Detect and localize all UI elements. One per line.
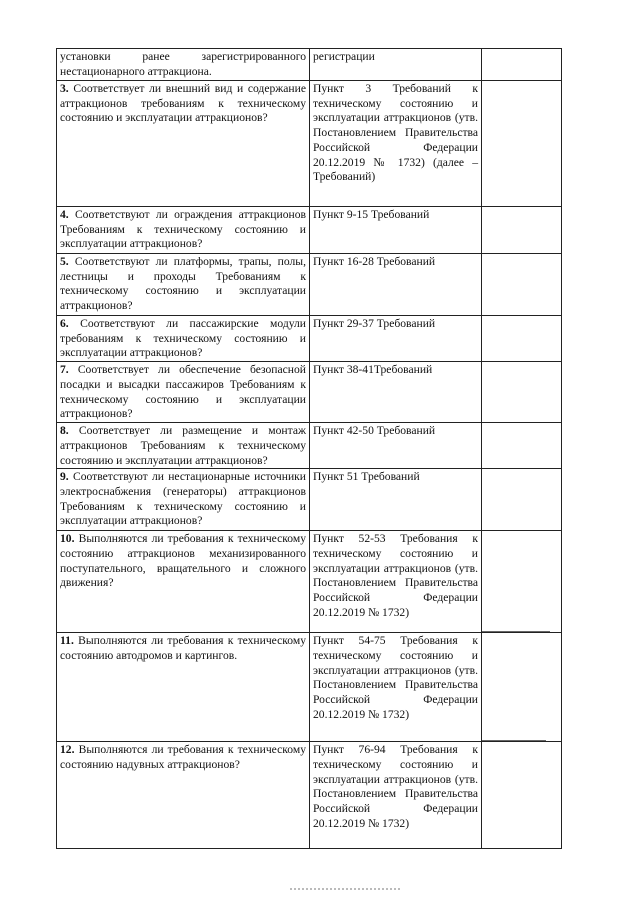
checklist-table bbox=[56, 48, 562, 849]
reference-cell: Пункт 38-41Требований bbox=[310, 362, 482, 423]
question-number: 5. bbox=[60, 255, 69, 268]
question-text: Соответствуют ли нестационарные источники электроснабжения (генераторы) аттракционов Требованиям к техническому состоянию и эксплуатации аттракционов? bbox=[60, 470, 306, 528]
reference-cell: Пункт 3 Требований к техническому состоянию и эксплуатации аттракционов (утв. Постановлением Правительства Российской Федерации 20.12.2019 № 1732) (далее – Требований) bbox=[310, 81, 482, 207]
question-number: 3. bbox=[60, 82, 69, 95]
table-row bbox=[57, 316, 562, 362]
question-text: Соответствует ли внешний вид и содержание аттракционов требованиям к техническому состоянию и эксплуатации аттракционов? bbox=[60, 82, 306, 125]
question-text: установки ранее зарегистрированного нестационарного аттракциона. bbox=[60, 50, 306, 78]
question-cell bbox=[57, 469, 310, 531]
question-text: Соответствует ли размещение и монтаж аттракционов Требованиям к техническому состоянию и эксплуатации аттракционов? bbox=[60, 424, 306, 467]
question-cell bbox=[57, 207, 310, 254]
question-cell bbox=[57, 633, 310, 742]
question-text: Соответствует ли обеспечение безопасной посадки и высадки пассажиров Требованиям к техническому состоянию и эксплуатации аттракционов? bbox=[60, 363, 307, 421]
question-text: Соответствуют ли платформы, трапы, полы, лестницы и проходы Требованиям к техническому состоянию и эксплуатации аттракционов? bbox=[60, 255, 306, 313]
question-cell bbox=[57, 362, 310, 423]
empty-cell bbox=[482, 469, 562, 531]
empty-cell bbox=[482, 633, 562, 742]
reference-cell: Пункт 29-37 Требований bbox=[310, 316, 482, 362]
question-number: 8. bbox=[60, 424, 69, 438]
question-number: 12. bbox=[60, 743, 75, 757]
empty-cell bbox=[482, 81, 562, 207]
table-row bbox=[57, 81, 562, 207]
question-cell bbox=[57, 531, 310, 633]
empty-cell bbox=[482, 531, 562, 633]
table-row bbox=[57, 469, 562, 531]
question-number: 9. bbox=[60, 470, 69, 484]
question-text: Выполняются ли требования к техническому состоянию аттракционов механизированного поступательного, вращательного и сложного движения? bbox=[60, 532, 306, 590]
reference-cell: Пункт 54-75 Требования к техническому состоянию и эксплуатации аттракционов (утв. Постановлением Правительства Российской Федерации 20.12.2019 № 1732) bbox=[310, 633, 482, 742]
table-row bbox=[57, 254, 562, 316]
table-row bbox=[57, 207, 562, 254]
empty-cell bbox=[482, 49, 562, 81]
empty-cell bbox=[482, 207, 562, 254]
table-row bbox=[57, 633, 562, 742]
question-number: 7. bbox=[60, 363, 69, 377]
question-text: Выполняются ли требования к техническому состоянию автодромов и картингов. bbox=[60, 634, 306, 662]
reference-cell: Пункт 42-50 Требований bbox=[310, 423, 482, 469]
question-text: Соответствуют ли ограждения аттракционов Требованиям к техническому состоянию и эксплуатации аттракционов? bbox=[60, 208, 306, 251]
table-row bbox=[57, 531, 562, 633]
reference-cell: Пункт 76-94 Требования к техническому состоянию и эксплуатации аттракционов (утв. Постановлением Правительства Российской Федерации 20.12.2019 № 1732) bbox=[310, 742, 482, 849]
question-number: 10. bbox=[60, 532, 75, 546]
empty-cell bbox=[482, 742, 562, 849]
question-cell bbox=[57, 81, 310, 207]
reference-cell: Пункт 9-15 Требований bbox=[310, 207, 482, 254]
question-cell bbox=[57, 423, 310, 469]
reference-cell: Пункт 16-28 Требований bbox=[310, 254, 482, 316]
empty-cell bbox=[482, 423, 562, 469]
table-row bbox=[57, 362, 562, 423]
scan-artifact-line bbox=[482, 740, 546, 741]
question-text: Выполняются ли требования к техническому состоянию надувных аттракционов? bbox=[60, 743, 306, 771]
question-number: 6. bbox=[60, 317, 69, 330]
table-row bbox=[57, 423, 562, 469]
question-cell bbox=[57, 316, 310, 362]
empty-cell bbox=[482, 362, 562, 423]
empty-cell bbox=[482, 254, 562, 316]
question-cell bbox=[57, 742, 310, 849]
question-number: 4. bbox=[60, 208, 69, 221]
table-row bbox=[57, 742, 562, 849]
question-cell bbox=[57, 49, 310, 81]
question-number: 11. bbox=[60, 634, 74, 648]
scan-artifact-line bbox=[482, 631, 550, 632]
question-text: Соответствуют ли пассажирские модули требованиям к техническому состоянию и эксплуатации аттракционов? bbox=[60, 317, 306, 360]
scan-artifact-dots bbox=[290, 888, 400, 892]
reference-cell: регистрации bbox=[310, 49, 482, 81]
table-row bbox=[57, 49, 562, 81]
reference-cell: Пункт 52-53 Требования к техническому состоянию и эксплуатации аттракционов (утв. Постановлением Правительства Российской Федерации 20.12.2019 № 1732) bbox=[310, 531, 482, 633]
empty-cell bbox=[482, 316, 562, 362]
reference-cell: Пункт 51 Требований bbox=[310, 469, 482, 531]
question-cell bbox=[57, 254, 310, 316]
